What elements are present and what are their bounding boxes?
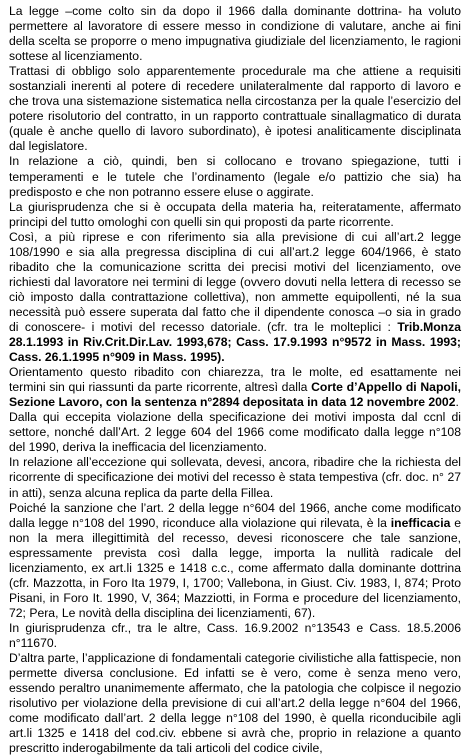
paragraph [9,200,461,230]
bold-citation: Corte d’Appello di Napoli, Sezione Lavoro, con la sentenza n°2894 depositata in data 12 novembre 2002 [9,380,461,410]
paragraph-text: Orientamento questo ribadito con chiarezza, tra le molte, ed esattamente nei termini sin qui riassunti da parte ricorrente, altresì dalla [9,365,461,395]
paragraph [9,4,461,64]
paragraph-text: e non la mera illegittimità del recesso, devesi riconoscere che tale sanzione, espressamente prevista così dalla legge, importa la nullità radicale del licenziamento, ex art.li 1325 e 1418 c.c., come affermato dalla dominante dottrina (cfr. Mazzotta, in Foro Ita 1979, I, 1700; Vallebona, in Giust. Civ. 1983, I, 874; Proto Pisani, in Foro It. 1990, V, 364; Mazziotti, in Forma e procedure del licenziamento, 72; Pera, Le novità della disciplina dei licenziamenti, 67). [9,515,462,620]
paragraph [9,621,461,651]
paragraph-text: In relazione a ciò, quindi, ben si collocano e trovano spiegazione, tutti i temperamenti e le tutele che l’ordinamento (legale e/o pattizio che sia) ha predisposto e che non potranno essere eluse o aggirate. [9,154,461,199]
paragraph-text: In relazione all’eccezione qui sollevata, devesi, ancora, ribadire che la richiesta del ricorrente di specificazione dei motivi del recesso è stata tempestiva (cfr. doc. n° 27 in atti), senza alcuna replica da parte della Fillea. [9,455,461,500]
paragraph-text: Così, a più riprese e con riferimento sia alla previsione di cui all’art.2 legge 108/1990 e sia alla pregressa disciplina di cui all’art.2 legge 604/1966, è stato ribadito che la comunicazione scritta dei precisi motivi del licenziamento, ove richiesti dal lavoratore nei termini di legge (ovvero dovuti nella lettera di recesso se ciò imposto dalla contrattazione collettiva), non ammette equipollenti, né la sua necessità può essere superata dal fatto che il dipendente conosca –o sia in grado di conoscere- i motivi del recesso datoriale. (cfr. tra le molteplici : [9,229,461,334]
paragraph-text: La giurisprudenza che si è occupata della materia ha, reiteratamente, affermato principi del tutto omologhi con quelli sin qui proposti da parte ricorrente. [9,199,461,229]
paragraph [9,230,461,365]
bold-citation: Trib.Monza 28.1.1993 in Riv.Crit.Dir.Lav. 1993,678; Cass. 17.9.1993 n°9572 in Mass. 1993; Cass. 26.1.1995 n°909 in Mass. 1995). [9,319,461,365]
paragraph-text: D’altra parte, l’applicazione di fondamentali categorie civilistiche alla fattispecie, non permette diversa conclusione. Ed infatti se è vero, come è senza meno vero, essendo peraltro unanimemente affermato, che la patologia che colpisce il negozio risolutivo per violazione della previsione di cui all’art.2 della legge n°604 del 1966, come modificato dall’art. 2 della legge n°108 del 1990, è quella riconducibile agli art.li 1325 e 1418 del cod.civ. ebbene si avrà che, proprio in relazione a quanto prescritto inderogabilmente da tali articoli del codice civile, [9,651,461,756]
paragraph-text: . [455,395,459,410]
paragraph-text: Trattasi di obbligo solo apparentemente procedurale ma che attiene a requisiti sostanziali inerenti al potere di recedere unilateralmente dal rapporto di lavoro e che trova una sistemazione sistematica nella circostanza per la quale l’esercizio del potere risolutorio del contratto, in un rapporto contrattuale sinallagmatico di durata (quale è anche quello di lavoro subordinato), è ipotesi analiticamente disciplinata dal legislatore. [9,64,461,154]
paragraph [9,64,461,154]
bold-citation: inefficacia [390,515,451,530]
paragraph [9,455,461,500]
paragraph-text: Dalla qui eccepita violazione della specificazione dei motivi imposta dal ccnl di settore, nonché dall’Art. 2 legge 604 del 1966 come modificato dalla legge n°108 del 1990, deriva la inefficacia del licenziamento. [9,410,461,455]
paragraph [9,410,461,455]
paragraph [9,154,461,199]
paragraph [9,365,461,410]
paragraph-text: In giurisprudenza cfr., tra le altre, Cass. 16.9.2002 n°13543 e Cass. 18.5.2006 n°11670. [9,620,461,650]
paragraph-text: Poiché la sanzione che l’art. 2 della legge n°604 del 1966, anche come modificato dalla legge n°108 del 1990, riconduce alla violazione qui rilevata, è la [9,500,461,530]
paragraph [9,651,461,756]
paragraph [9,501,461,621]
paragraph-text: La legge –come colto sin da dopo il 1966 dalla dominante dottrina- ha voluto permettere al lavoratore di essere messo in condizione di valutare, anche ai fini della scelta se proporre o meno impugnativa giudiziale del licenziamento, le ragioni sottese al licenziamento. [9,4,461,64]
